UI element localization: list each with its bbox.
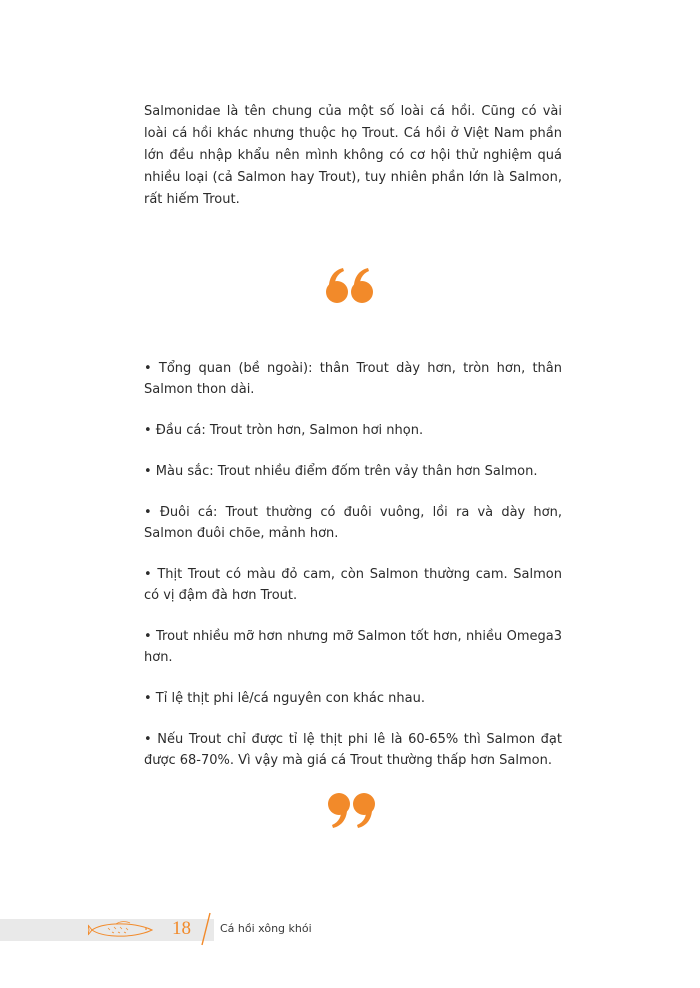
comparison-list bbox=[144, 358, 562, 771]
fish-icon bbox=[88, 920, 156, 940]
list-item: • Trout nhiều mỡ hơn nhưng mỡ Salmon tốt hơn, nhiều Omega3 hơn. bbox=[144, 629, 562, 665]
list-item: • Thịt Trout có màu đỏ cam, còn Salmon thường cam. Salmon có vị đậm đà hơn Trout. bbox=[144, 567, 562, 603]
list-item: • Màu sắc: Trout nhiều điểm đốm trên vảy thân hơn Salmon. bbox=[144, 464, 538, 479]
list-item: • Tổng quan (bề ngoài): thân Trout dày hơn, tròn hơn, thân Salmon thon dài. bbox=[144, 361, 562, 397]
divider-slash bbox=[200, 912, 212, 946]
book-title: Cá hồi xông khói bbox=[220, 922, 312, 935]
intro-paragraph: Salmonidae là tên chung của một số loài cá hồi. Cũng có vài loài cá hồi khác nhưng thuộc họ Trout. Cá hồi ở Việt Nam phần lớn đều nhập khẩu nên mình không có cơ hội thử nghiệm quá nhiều loại (cả Salmon hay Trout), tuy nhiên phần lớn là Salmon, rất hiếm Trout. bbox=[144, 104, 562, 207]
open-quote-icon bbox=[324, 266, 376, 306]
close-quote-icon bbox=[326, 790, 378, 830]
list-item: • Đuôi cá: Trout thường có đuôi vuông, lồi ra và dày hơn, Salmon đuôi chõe, mảnh hơn. bbox=[144, 505, 562, 541]
list-item: • Tỉ lệ thịt phi lê/cá nguyên con khác nhau. bbox=[144, 691, 425, 706]
page-number: 18 bbox=[172, 918, 191, 939]
list-item: • Đầu cá: Trout tròn hơn, Salmon hơi nhọn. bbox=[144, 423, 424, 438]
list-item: • Nếu Trout chỉ được tỉ lệ thịt phi lê là 60-65% thì Salmon đạt được 68-70%. Vì vậy mà giá cá Trout thường thấp hơn Salmon. bbox=[144, 732, 562, 768]
